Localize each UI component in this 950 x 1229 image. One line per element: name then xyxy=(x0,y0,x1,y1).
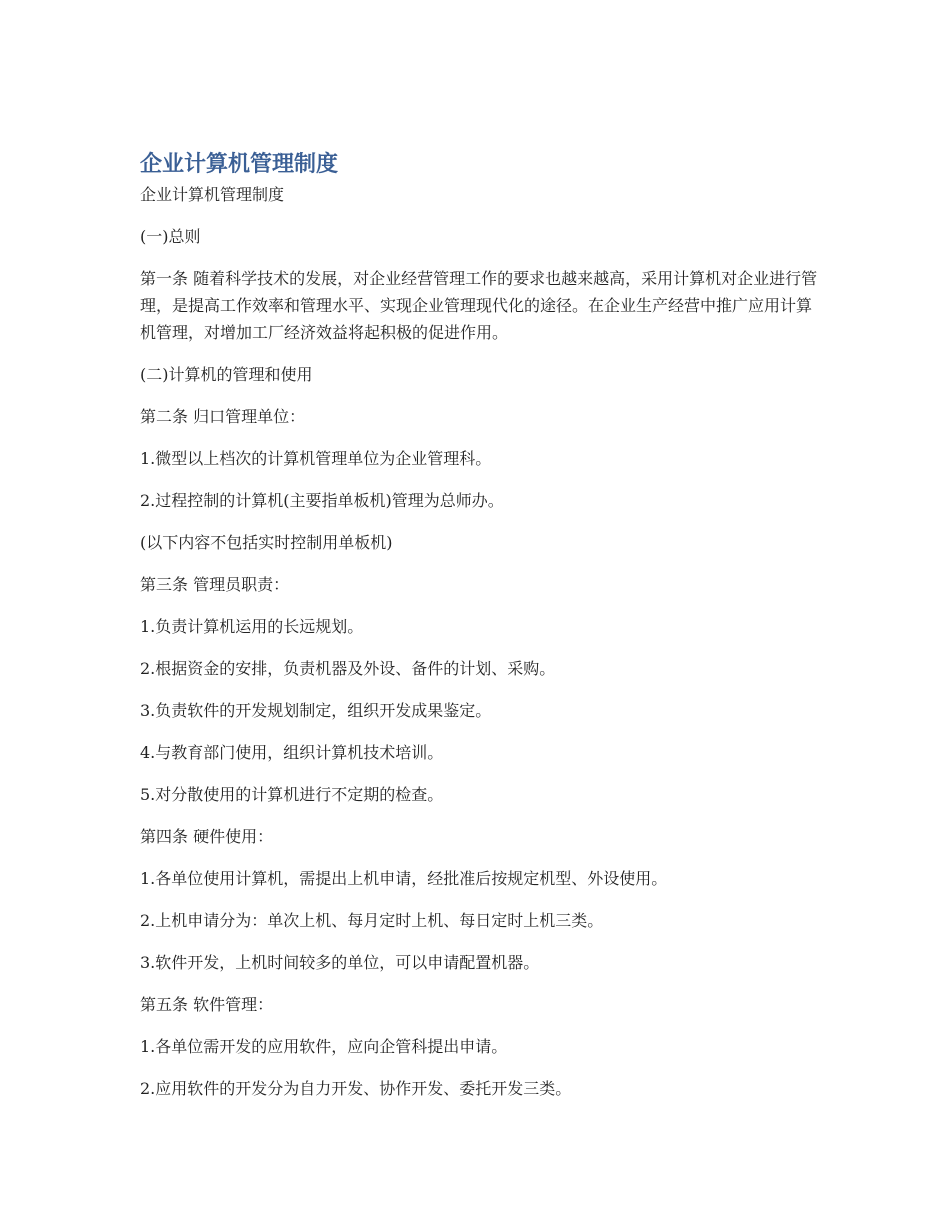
section-heading-management: (二)计算机的管理和使用 xyxy=(140,365,313,384)
article-5-item-2: 2.应用软件的开发分为自力开发、协作开发、委托开发三类。 xyxy=(140,1079,572,1098)
section-heading-general: (一)总则 xyxy=(140,227,201,246)
article-2-heading: 第二条 归口管理单位： xyxy=(140,407,306,426)
document-body xyxy=(140,149,820,1102)
article-3-item-1: 1.负责计算机运用的长远规划。 xyxy=(140,617,364,636)
article-1: 第一条 随着科学技术的发展，对企业经营管理工作的要求也越来越高，采用计算机对企业进行管理，是提高工作效率和管理水平、实现企业管理现代化的途径。在企业生产经营中推广应用计算机管理，对增加工厂经济效益将起积极的促进作用。 xyxy=(140,269,818,342)
article-4-item-1: 1.各单位使用计算机，需提出上机申请，经批准后按规定机型、外设使用。 xyxy=(140,869,668,888)
article-4-item-2: 2.上机申请分为：单次上机、每月定时上机、每日定时上机三类。 xyxy=(140,911,604,930)
article-2-item-1: 1.微型以上档次的计算机管理单位为企业管理科。 xyxy=(140,449,492,468)
article-5-item-1: 1.各单位需开发的应用软件，应向企管科提出申请。 xyxy=(140,1037,508,1056)
article-4-heading: 第四条 硬件使用： xyxy=(140,827,274,846)
scope-note: (以下内容不包括实时控制用单板机) xyxy=(140,533,393,552)
article-4-item-3: 3.软件开发，上机时间较多的单位，可以申请配置机器。 xyxy=(140,953,540,972)
article-5-heading: 第五条 软件管理： xyxy=(140,995,274,1014)
article-3-heading: 第三条 管理员职责： xyxy=(140,575,290,594)
article-3-item-2: 2.根据资金的安排，负责机器及外设、备件的计划、采购。 xyxy=(140,659,556,678)
article-3-item-3: 3.负责软件的开发规划制定，组织开发成果鉴定。 xyxy=(140,701,492,720)
article-3-item-5: 5.对分散使用的计算机进行不定期的检查。 xyxy=(140,785,444,804)
article-2-item-2: 2.过程控制的计算机(主要指单板机)管理为总师办。 xyxy=(140,491,504,510)
document-title: 企业计算机管理制度 xyxy=(140,152,339,177)
article-3-item-4: 4.与教育部门使用，组织计算机技术培训。 xyxy=(140,743,444,762)
document-subtitle: 企业计算机管理制度 xyxy=(140,185,285,204)
